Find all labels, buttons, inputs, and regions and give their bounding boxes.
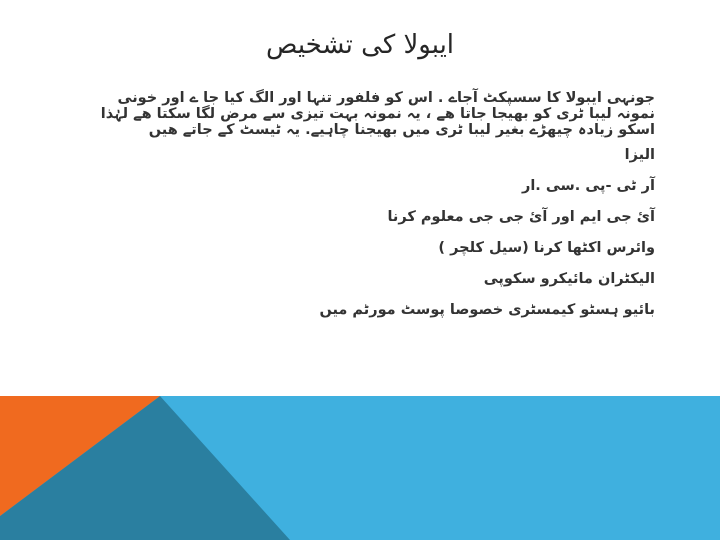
bullet-item-cell-culture: وائرس اکٹھا کرنا (سیل کلچر ) [438,240,655,256]
bullet-item-rt-pcr: آر ٹی -پی .سی .ار [521,178,655,194]
bullet-item-igm-igg: آئ جی ایم اور آئ جی جی معلوم کرنا [387,209,655,225]
bullet-item-elisa: الیزا [624,147,655,163]
footer-decoration [0,396,720,540]
bullet-item-electron-microscopy: الیکٹران مائیکرو سکوپی [483,271,655,287]
intro-paragraph: جونہی ایبولا کا سسپکٹ آجاے . اس کو فلفور تنہا اور الگ کیا جا ے اور خونی نمونہ لیبا ٹری کو بھیجا جاتا ھے ، یہ نمونہ بہت تیزی سے مرض لگا سکتا ھے لہٰذا اسکو زیادہ چیھڑے بغیر لیبا ٹری میں بھیجنا چاہیے. یہ ٹیسٹ کے جاتے ھیں [100,90,655,138]
slide-title: ایبولا کی تشخیص [265,30,455,60]
bullet-item-histochemistry: بائیو ہسٹو کیمسٹری خصوصا پوسٹ مورٹم میں [319,302,655,318]
slide-body [80,90,655,332]
